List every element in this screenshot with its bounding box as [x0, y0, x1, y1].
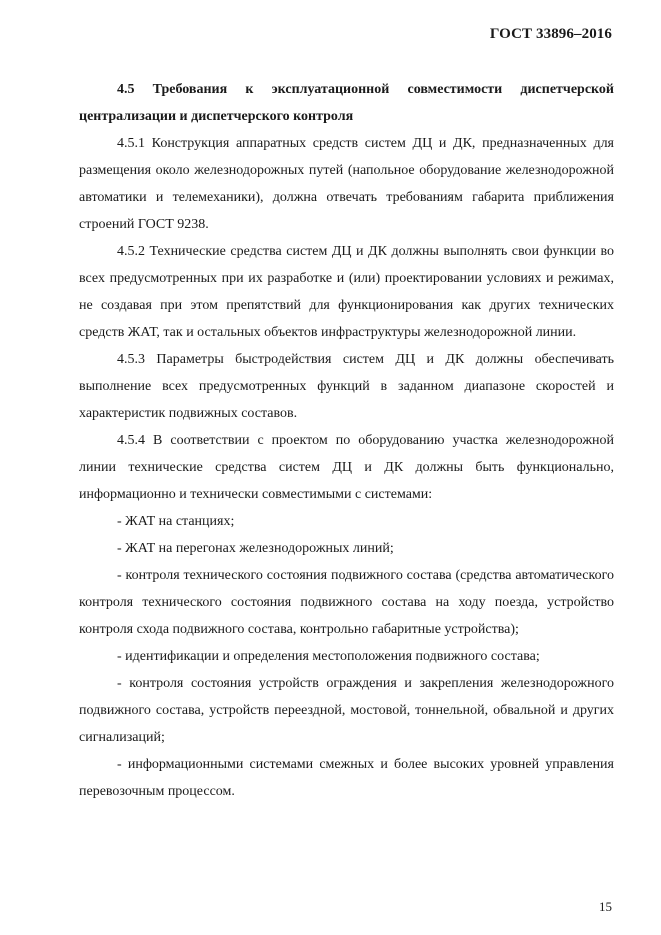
list-item: - контроля технического состояния подвижного состава (средства автоматического контроля технического состояния подвижного состава на ходу поезда, устройство контроля схода подвижного состава, контрольно габаритные устройства);: [79, 568, 614, 637]
document-header: ГОСТ 33896–2016: [489, 26, 612, 42]
list-item: - ЖАТ на станциях;: [117, 514, 235, 529]
list-item: - ЖАТ на перегонах железнодорожных линий;: [117, 541, 394, 556]
paragraph-4-5-3: 4.5.3 Параметры быстродействия систем ДЦ и ДК должны обеспечивать выполнение всех предусмотренных функций в заданном диапазоне скоростей и характеристик подвижных составов.: [79, 352, 614, 421]
section-heading: 4.5 Требования к эксплуатационной совместимости диспетчерской централизации и диспетчерского контроля: [79, 82, 614, 124]
paragraph-4-5-2: 4.5.2 Технические средства систем ДЦ и ДК должны выполнять свои функции во всех предусмотренных при их разработке и (или) проектировании условиях и режимах, не создавая при этом препятствий для функционирования как других технических средств ЖАТ, так и остальных объектов инфраструктуры железнодорожной линии.: [79, 244, 614, 340]
list-item: - информационными системами смежных и более высоких уровней управления перевозочным процессом.: [79, 757, 614, 799]
list-item: - контроля состояния устройств ограждения и закрепления железнодорожного подвижного состава, устройств переездной, мостовой, тоннельной, обвальной и других сигнализаций;: [79, 676, 614, 745]
page-number: 15: [599, 899, 612, 914]
paragraph-4-5-4: 4.5.4 В соответствии с проектом по оборудованию участка железнодорожной линии технические средства систем ДЦ и ДК должны быть функционально, информационно и технически совместимыми с системами:: [79, 433, 614, 502]
section-content: [79, 76, 614, 805]
paragraph-4-5-1: 4.5.1 Конструкция аппаратных средств систем ДЦ и ДК, предназначенных для размещения около железнодорожных путей (напольное оборудование железнодорожной автоматики и телемеханики), должна отвечать требованиям габарита приближения строений ГОСТ 9238.: [79, 136, 614, 232]
list-item: - идентификации и определения местоположения подвижного состава;: [117, 649, 540, 664]
